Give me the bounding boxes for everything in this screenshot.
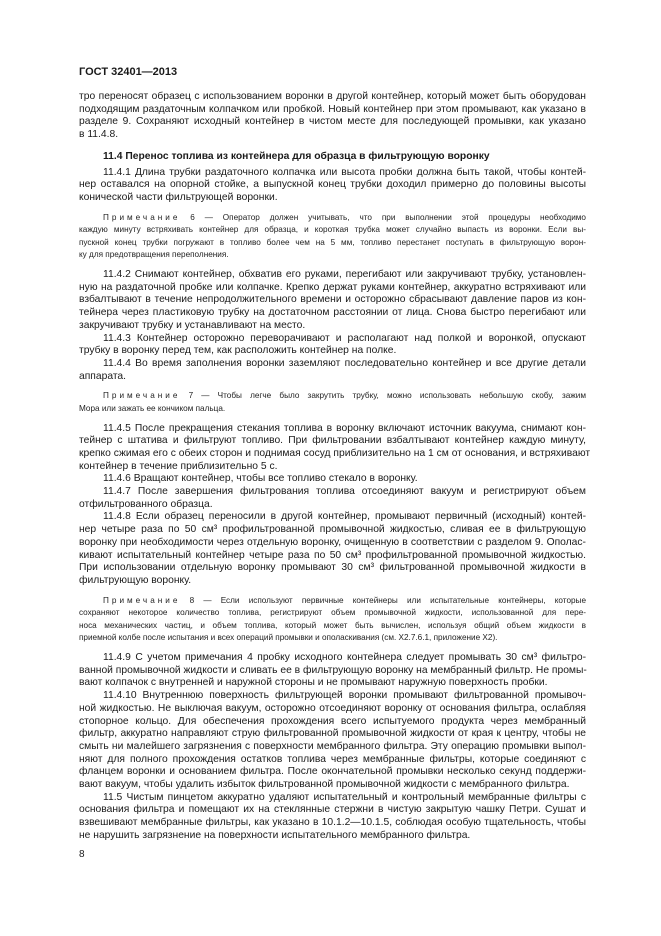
text-line: вают вакуум, чтобы удалить избыток фильтрованной промывочной жидкости с мембранного фильтра. — [79, 779, 570, 791]
paragraph — [79, 167, 586, 205]
paragraph — [79, 91, 586, 142]
text-line: При использовании отдельную воронку промывают 30 см³ фильтрованной промывочной жидкости в — [79, 562, 586, 574]
text-line: 11.4.8 Если образец переносили в другой контейнер, промывают первичный (исходный) контей- — [103, 511, 586, 523]
text-line: ную на раздаточной пробке или колпачке. Крепко держат руками контейнер, аккуратно встряхивают или — [79, 281, 586, 293]
text-line: разделе 9. Сохраняют исходный контейнер в чистом месте для последующей промывки, как указано — [79, 116, 586, 128]
paragraph — [79, 269, 586, 333]
text-line: носа механических частиц, и объем топлива, который может быть вычислен, используя общий объем жидкости в — [79, 620, 586, 630]
text-line: тейнер с штатива и фильтруют топливо. При фильтровании взбалтывают контейнер каждую минуту, — [79, 435, 586, 447]
text-line: 11.4.9 С учетом примечания 4 пробку исходного контейнера следует промывать 30 см³ фильтро- — [103, 652, 586, 664]
text-line: стопорное кольцо. Для обеспечения прохождения всего испытуемого продукта через мембранный — [79, 715, 586, 727]
text-line: сохраняют некоторое количество топлива, регистрируют объем промывочной жидкости, использованной для пере- — [79, 608, 586, 618]
text-line: отфильтрованного образца. — [79, 498, 213, 510]
text-line: фланцем воронки и основанием фильтра. После окончательной промывки несколько секунд поддержи- — [79, 766, 586, 778]
text-line: крепко сжимая его с обеих сторон и поднимая сосуд приблизительно на 1 см от основания, и встряхивают — [79, 447, 591, 459]
text-line: основания фильтра и помещают их на стеклянные стержни в чистую закрытую чашку Петри. Сушат и — [79, 804, 586, 816]
note-label: Примечание — [103, 391, 181, 401]
document-header: ГОСТ 32401—2013 — [79, 66, 178, 78]
paragraph — [79, 422, 591, 474]
text-line: фильтр, аккуратно направляют струю фильтрованной промывочной жидкости от края к центру, чтобы не — [79, 728, 586, 740]
text-line: воронку при необходимости через отдельную воронку, очищенную в соответствии с разделом 9. Ополас- — [79, 536, 586, 548]
text-line: не нарушить загрязнение на поверхности испытательного мембранного фильтра. — [79, 829, 471, 841]
section-heading — [79, 151, 586, 164]
paragraph — [79, 690, 586, 792]
paragraph — [79, 358, 586, 383]
document-body — [79, 91, 591, 843]
text-line: нер четыре раза по 50 см³ профильтрованной промывочной жидкостью, сливая ее в фильтрующую — [79, 524, 586, 536]
text-line: Примечание 8 — Если используют первичные контейнеры или испытательные контейнеры, которые — [103, 595, 586, 605]
text-line: закручивают трубку и устанавливают на место. — [79, 319, 306, 331]
text-line: пускной конец трубки погружают в топливо более чем на 5 мм, топливо перестанет поступать в фильтрующую ворон- — [79, 237, 586, 247]
text-line: приемной колбе после испытания и всех операций промывки и ополаскивания (см. X2.7.6.1, приложение X2). — [79, 633, 498, 643]
paragraph — [79, 486, 586, 511]
text-line: подходящим раздаточным колпачком или пробкой. Новый контейнер при этом промывают, как указано в — [79, 103, 586, 115]
text-line: тро переносят образец с использованием воронки в другой контейнер, который может быть оборудован — [79, 91, 586, 102]
paragraph — [79, 333, 586, 358]
text-line: в 11.4.8. — [79, 129, 119, 141]
text-line: нер оставался на опорной стойке, а выпускной конец трубки доходил примерно до половины высоты — [79, 179, 586, 191]
text-line: Примечание 6 — Оператор должен учитывать, что при выполнении этой процедуры необходимо — [103, 212, 586, 222]
paragraph — [79, 652, 586, 690]
text-line: смыть ни малейшего загрязнения с поверхности мембранного фильтра. Эту операцию промывки выпол- — [79, 740, 586, 752]
text-line: конической части фильтрующей воронки. — [79, 191, 278, 203]
text-line: каждую минуту встряхивать контейнер для образца, и короткая трубка может случайно выпасть из воронки. Если вы- — [79, 225, 586, 235]
text-line: ной жидкостью. Не выключая вакуум, осторожно отсоединяют воронку от основания фильтра, ослабляя — [79, 702, 586, 714]
text-line: кивают испытательный контейнер четыре раза по 50 см³ профильтрованной промывочной жидкостью. — [79, 549, 586, 561]
text-line: 11.4.2 Снимают контейнер, обхватив его руками, перегибают или закручивают трубку, установлен- — [103, 269, 586, 280]
text-line: 11.4.1 Длина трубки раздаточного колпачка или высота пробки должна быть такой, чтобы контей- — [103, 166, 586, 178]
text-line: 11.4 Перенос топлива из контейнера для образца в фильтрующую воронку — [103, 150, 490, 162]
text-line: 11.4.4 Во время заполнения воронки заземляют последовательно контейнер и все другие детали — [103, 357, 586, 369]
text-line: аппарата. — [79, 370, 127, 382]
page-number: 8 — [79, 849, 85, 860]
note — [79, 595, 586, 645]
text-line: 11.5 Чистым пинцетом аккуратно удаляют испытательный и контрольный мембранные фильтры с — [103, 791, 586, 803]
text-line: трубку в воронку перед тем, как расположить контейнер на полке. — [79, 345, 397, 357]
text-line: 11.4.10 Внутреннюю поверхность фильтрующей воронки промывают фильтрованной промывоч- — [103, 690, 586, 702]
text-line: няют для полного прохождения остатков топлива через мембранные фильтры, которые соединяют с — [79, 753, 586, 765]
text-line: ку для предотвращения переполнения. — [79, 250, 229, 260]
text-line: фильтрующую воронку. — [79, 574, 192, 586]
text-line: взвешивают мембранные фильтры, как указано в 10.1.2—10.1.5, соблюдая особую тщательность, чтобы — [79, 817, 586, 829]
note — [79, 390, 586, 415]
text-line: контейнер в течение приблизительно 5 с. — [79, 460, 278, 472]
note-label: Примечание — [103, 212, 181, 222]
note — [79, 212, 586, 262]
text-line: тейнера через пластиковую трубку на достаточном расстоянии от лица. Снова быстро перегибают или — [79, 307, 586, 319]
text-line: вают колпачок с внутренней и наружной стороны и не промывают наружную поверхность пробки. — [79, 677, 548, 689]
text-line: 11.4.7 После завершения фильтрования топлива отсоединяют вакуум и регистрируют объем — [103, 486, 586, 498]
text-line: 11.4.6 Вращают контейнер, чтобы все топливо стекало в воронку. — [103, 473, 418, 485]
text-line: Мора или зажать ее кончиком пальца. — [79, 403, 226, 413]
text-line: 11.4.5 После прекращения стекания топлива в воронку включают источник вакуума, снимают кон- — [103, 422, 586, 434]
text-line: ванной промывочной жидкости и сливать ее в фильтрующую воронку на мембранный фильтр. Не промы- — [79, 664, 587, 676]
note-label: Примечание — [103, 595, 181, 605]
paragraph — [79, 511, 586, 587]
paragraph — [79, 473, 586, 486]
paragraph — [79, 792, 586, 843]
text-line: Примечание 7 — Чтобы легче было закрутить трубку, можно использовать небольшую скобу, зажим — [103, 391, 586, 401]
text-line: 11.4.3 Контейнер осторожно переворачивают и располагают над полкой и воронкой, опускают — [103, 332, 586, 344]
text-line: взбалтывают в течение непродолжительного времени и осторожно сбрасывают давление паров из кон- — [79, 294, 586, 306]
